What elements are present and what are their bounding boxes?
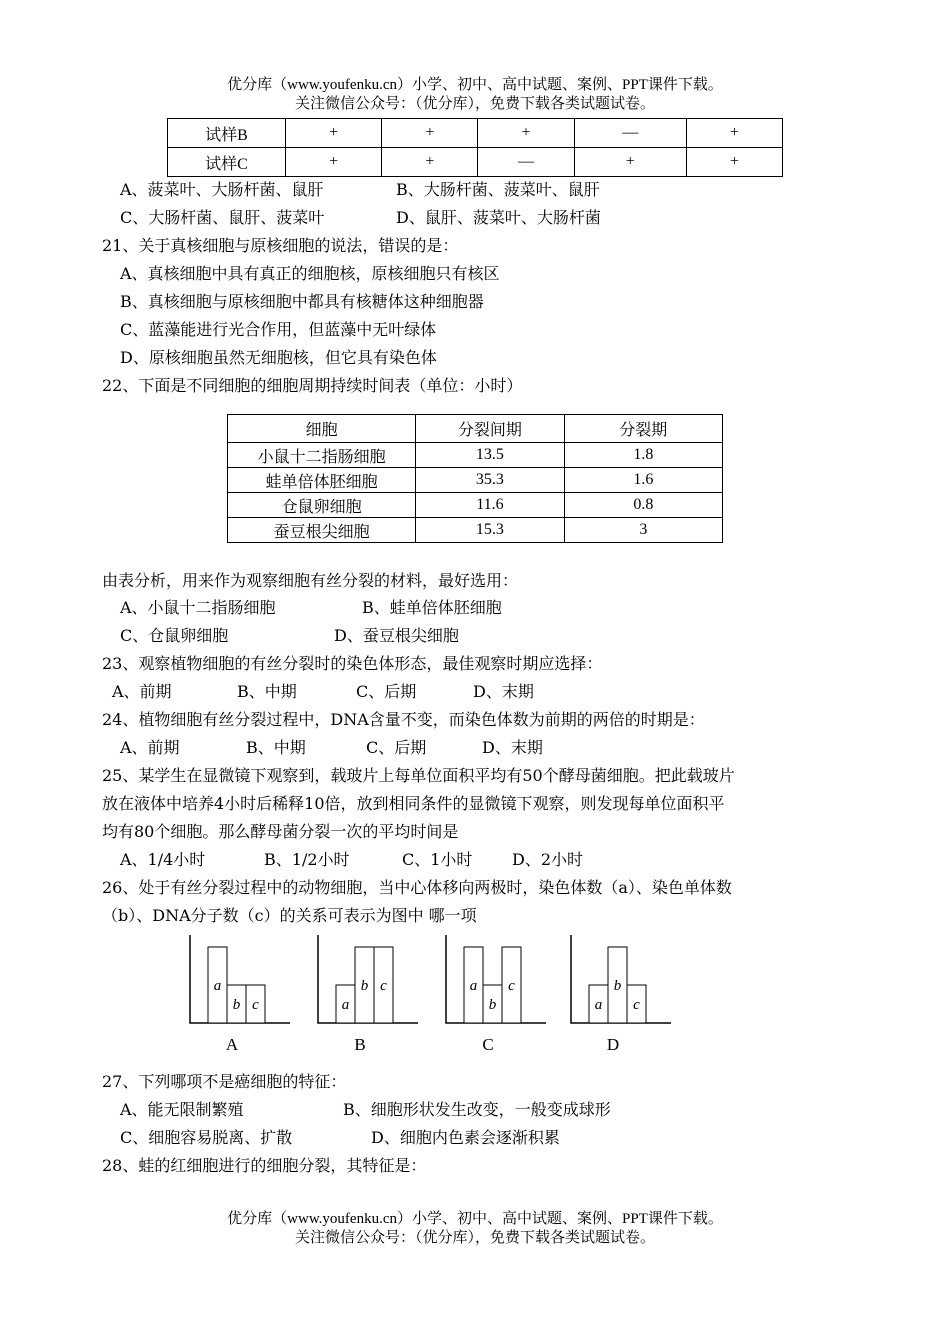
table-cell: 0.8 [564, 493, 722, 518]
q24-option-b: B、中期 [246, 738, 306, 757]
table-row [228, 443, 723, 468]
table-cell: + [574, 148, 686, 177]
bar-label-b: b [360, 978, 369, 994]
table-cell: 35.3 [416, 468, 564, 493]
table-row [228, 518, 723, 543]
q27-option-b: B、细胞形状发生改变，一般变成球形 [343, 1100, 611, 1119]
table-cell: + [686, 119, 782, 148]
table-cell: — [478, 148, 574, 177]
table-row [168, 119, 783, 148]
q22-option-c: C、仓鼠卵细胞 [120, 626, 229, 645]
q25-line-2: 放在液体中培养4小时后稀释10倍，放到相同条件的显微镜下观察，则发现每单位面积平 [102, 794, 725, 813]
table-cell: 1.6 [564, 468, 722, 493]
table-cell: 仓鼠卵细胞 [228, 493, 416, 518]
q23-stem: 23、观察植物细胞的有丝分裂时的染色体形态，最佳观察时期应选择： [102, 654, 603, 673]
bar-label-a: a [213, 978, 222, 994]
table-header-row [228, 415, 723, 443]
table-header-cell: 分裂间期 [416, 415, 564, 443]
table-cell: 1.8 [564, 443, 722, 468]
q21-option-a: A、真核细胞中具有真正的细胞核，原核细胞只有核区 [120, 264, 500, 283]
q23-option-d: D、末期 [473, 682, 534, 701]
bar-label-a: a [594, 997, 603, 1013]
cell-cycle-table [227, 414, 723, 543]
q27-option-a: A、能无限制繁殖 [120, 1100, 244, 1119]
q21-option-b: B、真核细胞与原核细胞中都具有核糖体这种细胞器 [120, 292, 484, 311]
figure-label: D [606, 1035, 620, 1054]
q20-option-d: D、鼠肝、菠菜叶、大肠杆菌 [396, 208, 601, 227]
table-cell: 小鼠十二指肠细胞 [228, 443, 416, 468]
table-cell: + [382, 148, 478, 177]
bar-label-a: a [341, 997, 350, 1013]
sample-table [167, 118, 783, 177]
bar-label-c: c [633, 997, 640, 1013]
q27-stem: 27、下列哪项不是癌细胞的特征： [102, 1072, 347, 1091]
q24-option-a: A、前期 [120, 738, 180, 757]
bar-figure-a [190, 935, 290, 1054]
footer-line-2: 关注微信公众号：（优分库），免费下载各类试题试卷。 [294, 1230, 655, 1246]
table-cell: + [286, 148, 382, 177]
q21-stem: 21、关于真核细胞与原核细胞的说法，错误的是： [102, 236, 459, 255]
table-row [228, 493, 723, 518]
q23-option-a: A、前期 [112, 682, 172, 701]
bar-label-a: a [469, 978, 478, 994]
table-cell: 蚕豆根尖细胞 [228, 518, 416, 543]
table-row [228, 468, 723, 493]
q22-option-d: D、蚕豆根尖细胞 [334, 626, 459, 645]
q23-option-b: B、中期 [237, 682, 297, 701]
table-cell: + [286, 119, 382, 148]
bar-figure-b [318, 935, 418, 1054]
bar-label-c: c [252, 997, 259, 1013]
table-cell: 11.6 [416, 493, 564, 518]
q25-option-a: A、1/4小时 [120, 850, 206, 869]
q22-prompt: 由表分析，用来作为观察细胞有丝分裂的材料，最好选用： [102, 571, 519, 590]
q25-line-3: 均有80个细胞。那么酵母菌分裂一次的平均时间是 [102, 822, 459, 841]
table-cell: 13.5 [416, 443, 564, 468]
q20-option-b: B、大肠杆菌、菠菜叶、鼠肝 [396, 180, 600, 199]
table-cell: + [478, 119, 574, 148]
q26-line-1: 26、处于有丝分裂过程中的动物细胞，当中心体移向两极时，染色体数（a）、染色单体数 [102, 878, 732, 897]
q20-option-c: C、大肠杆菌、鼠肝、菠菜叶 [120, 208, 325, 227]
q25-line-1: 25、某学生在显微镜下观察到，载玻片上每单位面积平均有50个酵母菌细胞。把此载玻片 [102, 766, 735, 785]
table-header-cell: 分裂期 [564, 415, 722, 443]
bar-label-c: c [380, 978, 387, 994]
table-row [168, 148, 783, 177]
q20-option-a: A、菠菜叶、大肠杆菌、鼠肝 [120, 180, 324, 199]
bar-label-b: b [232, 997, 241, 1013]
table-cell: + [686, 148, 782, 177]
q25-option-c: C、1小时 [402, 850, 473, 869]
bar-figure-d [571, 935, 671, 1054]
table-cell: — [574, 119, 686, 148]
table-header-cell: 细胞 [228, 415, 416, 443]
table-cell: 蛙单倍体胚细胞 [228, 468, 416, 493]
q24-option-d: D、末期 [482, 738, 543, 757]
table-cell: + [382, 119, 478, 148]
bar-label-c: c [508, 978, 515, 994]
bar-figure-c [446, 935, 546, 1054]
bar-label-b: b [488, 997, 497, 1013]
q22-option-a: A、小鼠十二指肠细胞 [120, 598, 276, 617]
table-cell: 3 [564, 518, 722, 543]
q24-option-c: C、后期 [366, 738, 427, 757]
q21-option-d: D、原核细胞虽然无细胞核，但它具有染色体 [120, 348, 437, 367]
q28-stem: 28、蛙的红细胞进行的细胞分裂，其特征是： [102, 1156, 427, 1175]
q27-option-d: D、细胞内色素会逐渐积累 [371, 1128, 560, 1147]
q22-stem: 22、下面是不同细胞的细胞周期持续时间表（单位：小时） [102, 376, 523, 395]
table-cell: 试样C [168, 148, 286, 177]
header-line-1: 优分库（www.youfenku.cn）小学、初中、高中试题、案例、PPT课件下载。 [227, 77, 723, 93]
footer-line-1: 优分库（www.youfenku.cn）小学、初中、高中试题、案例、PPT课件下载。 [227, 1211, 723, 1227]
table-cell: 试样B [168, 119, 286, 148]
q23-option-c: C、后期 [356, 682, 417, 701]
table-cell: 15.3 [416, 518, 564, 543]
header-line-2: 关注微信公众号：（优分库），免费下载各类试题试卷。 [294, 96, 655, 112]
q22-option-b: B、蛙单倍体胚细胞 [362, 598, 502, 617]
q26-bar-figures [180, 928, 680, 1058]
q21-option-c: C、蓝藻能进行光合作用，但蓝藻中无叶绿体 [120, 320, 437, 339]
q26-line-2: （b）、DNA分子数（c）的关系可表示为图中 哪一项 [102, 906, 477, 925]
figure-label: A [225, 1035, 239, 1054]
q25-option-d: D、2小时 [512, 850, 584, 869]
figure-label: C [482, 1035, 494, 1054]
q27-option-c: C、细胞容易脱离、扩散 [120, 1128, 293, 1147]
q24-stem: 24、植物细胞有丝分裂过程中，DNA含量不变，而染色体数为前期的两倍的时期是： [102, 710, 705, 729]
bar-label-b: b [613, 978, 622, 994]
q25-option-b: B、1/2小时 [264, 850, 350, 869]
figure-label: B [354, 1035, 366, 1054]
